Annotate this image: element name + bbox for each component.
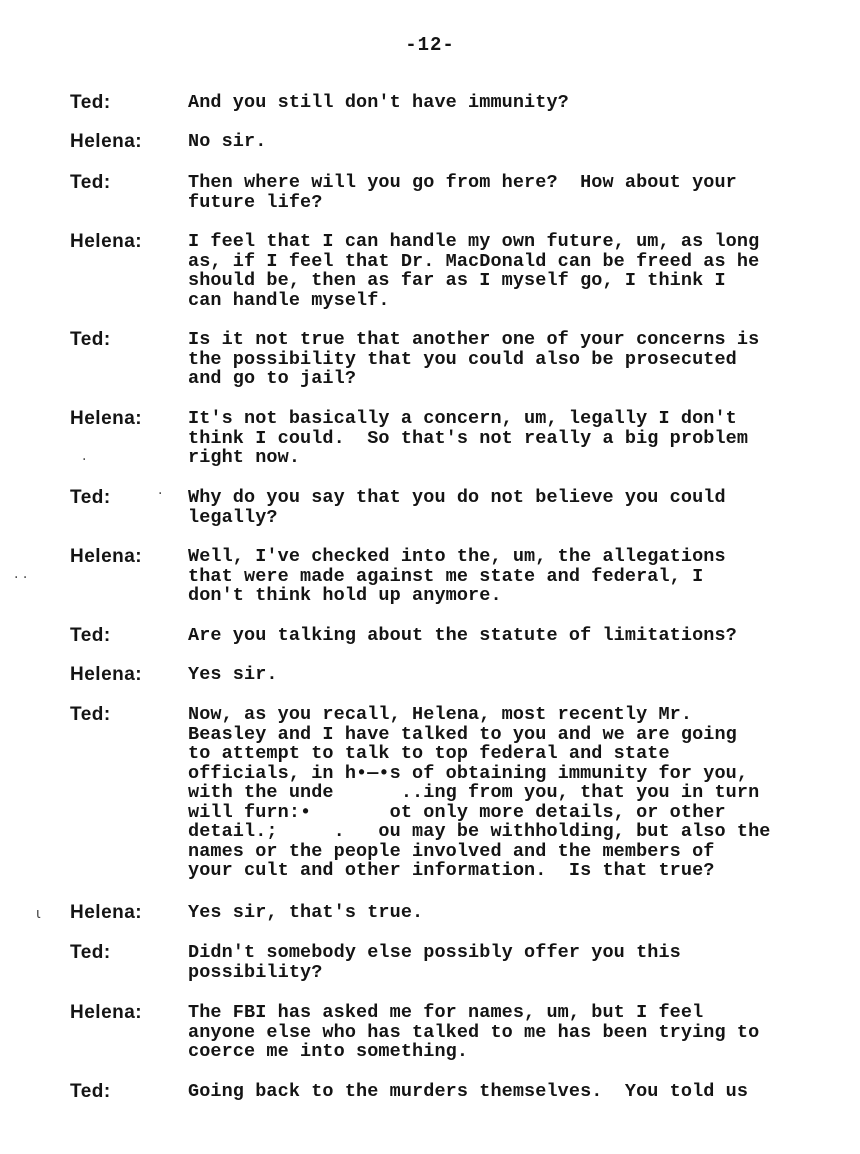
speaker-label: Ted: xyxy=(70,625,111,646)
speaker-label: Helena: xyxy=(70,1002,143,1023)
utterance-text: No sir. xyxy=(188,131,267,152)
speaker-label: Ted: xyxy=(70,1081,111,1102)
scan-speck: · xyxy=(158,486,163,502)
utterance-text: I feel that I can handle my own future, um, as long as, if I feel that Dr. MacDonald can be freed as he should be, then as far as I myself go, I think I can handle myself. xyxy=(188,231,760,311)
utterance-text: Now, as you recall, Helena, most recently Mr. Beasley and I have talked to you and we are going to attempt to talk to top federal and state officials, in h•—•s of obtaining immunity for you, with the unde ..ing from you, that you in turn will furn:• ot only more details, or other detail.; . ou may be withholding, but also the names or the people involved and the members of your cult and other information. Is that true? xyxy=(188,704,771,881)
speaker-label: Ted: xyxy=(70,942,111,963)
speaker-label: Helena: xyxy=(70,664,143,685)
utterance-text: And you still don't have immunity? xyxy=(188,92,569,113)
utterance-text: Is it not true that another one of your concerns is the possibility that you could also be prosecuted and go to jail? xyxy=(188,329,760,389)
scan-speck: · xyxy=(82,452,87,468)
speaker-label: Helena: xyxy=(70,231,143,252)
utterance-text: The FBI has asked me for names, um, but I feel anyone else who has talked to me has been trying to coerce me into something. xyxy=(188,1002,760,1062)
utterance-text: Why do you say that you do not believe you could legally? xyxy=(188,487,726,528)
speaker-label: Ted: xyxy=(70,92,111,113)
utterance-text: It's not basically a concern, um, legally I don't think I could. So that's not really a big problem right now. xyxy=(188,408,749,468)
speaker-label: Ted: xyxy=(70,329,111,350)
speaker-label: Helena: xyxy=(70,408,143,429)
speaker-label: Ted: xyxy=(70,487,111,508)
utterance-text: Then where will you go from here? How about your future life? xyxy=(188,172,737,213)
speaker-label: Helena: xyxy=(70,131,143,152)
margin-mark: ɩ xyxy=(36,906,41,922)
speaker-label: Ted: xyxy=(70,172,111,193)
utterance-text: Well, I've checked into the, um, the allegations that were made against me state and federal, I don't think hold up anymore. xyxy=(188,546,726,606)
scan-speck: · · xyxy=(14,570,28,586)
speaker-label: Helena: xyxy=(70,546,143,567)
speaker-label: Ted: xyxy=(70,704,111,725)
utterance-text: Going back to the murders themselves. You told us xyxy=(188,1081,749,1102)
utterance-text: Are you talking about the statute of limitations? xyxy=(188,625,737,646)
utterance-text: Yes sir. xyxy=(188,664,278,685)
utterance-text: Yes sir, that's true. xyxy=(188,902,424,923)
page-number: -12- xyxy=(405,34,455,56)
utterance-text: Didn't somebody else possibly offer you this possibility? xyxy=(188,942,681,983)
speaker-label: Helena: xyxy=(70,902,143,923)
